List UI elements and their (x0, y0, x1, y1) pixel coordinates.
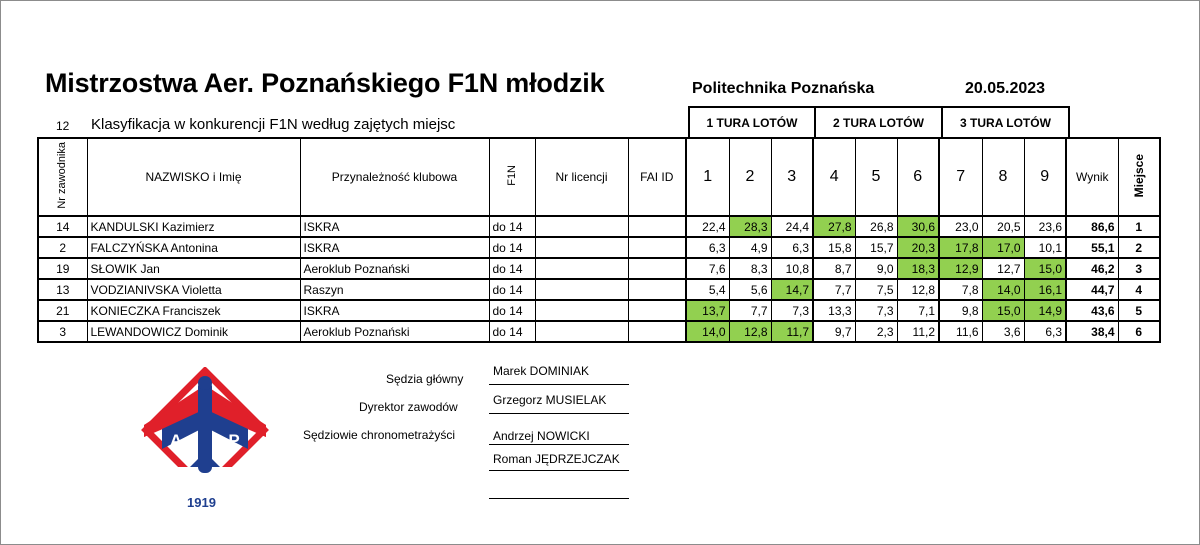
cell-flight-2: 12,8 (729, 321, 771, 342)
official-name-timekeeper-1: Andrzej NOWICKI (493, 429, 590, 443)
cell-flight-5: 7,5 (855, 279, 897, 300)
cell-flight-3: 11,7 (771, 321, 813, 342)
cell-result: 43,6 (1066, 300, 1118, 321)
cell-club: ISKRA (300, 300, 489, 321)
cell-place: 2 (1118, 237, 1160, 258)
official-name-chief-judge: Marek DOMINIAK (493, 364, 590, 378)
cell-category: do 14 (489, 279, 535, 300)
header-flight-1: 1 (686, 138, 729, 216)
cell-club: ISKRA (300, 237, 489, 258)
cell-flight-3: 24,4 (771, 216, 813, 237)
signature-line (489, 413, 629, 414)
cell-flight-5: 7,3 (855, 300, 897, 321)
header-license: Nr licencji (535, 138, 628, 216)
header-flight-5: 5 (855, 138, 897, 216)
results-table (37, 137, 1161, 343)
cell-flight-8: 12,7 (982, 258, 1024, 279)
cell-fai (628, 321, 686, 342)
cell-place: 5 (1118, 300, 1160, 321)
official-role-director: Dyrektor zawodów (359, 400, 458, 414)
cell-flight-7: 17,8 (939, 237, 982, 258)
header-name: NAZWISKO i Imię (87, 138, 300, 216)
cell-result: 86,6 (1066, 216, 1118, 237)
signature-line (489, 384, 629, 385)
cell-flight-3: 14,7 (771, 279, 813, 300)
cell-flight-7: 23,0 (939, 216, 982, 237)
cell-flight-6: 18,3 (897, 258, 939, 279)
cell-flight-7: 7,8 (939, 279, 982, 300)
cell-license (535, 237, 628, 258)
cell-result: 55,1 (1066, 237, 1118, 258)
cell-place: 3 (1118, 258, 1160, 279)
cell-flight-9: 15,0 (1024, 258, 1066, 279)
cell-flight-1: 5,4 (686, 279, 729, 300)
cell-flight-8: 15,0 (982, 300, 1024, 321)
round-1-header: 1 TURA LOTÓW (688, 106, 816, 138)
cell-flight-9: 14,9 (1024, 300, 1066, 321)
cell-place: 4 (1118, 279, 1160, 300)
header-flight-2: 2 (729, 138, 771, 216)
cell-flight-2: 8,3 (729, 258, 771, 279)
cell-category: do 14 (489, 300, 535, 321)
cell-result: 44,7 (1066, 279, 1118, 300)
cell-flight-2: 5,6 (729, 279, 771, 300)
logo-year: 1919 (187, 495, 216, 510)
cell-flight-2: 4,9 (729, 237, 771, 258)
cell-fai (628, 279, 686, 300)
cell-result: 38,4 (1066, 321, 1118, 342)
cell-nr: 14 (38, 216, 87, 237)
cell-fai (628, 216, 686, 237)
cell-flight-7: 12,9 (939, 258, 982, 279)
cell-flight-4: 27,8 (813, 216, 855, 237)
cell-category: do 14 (489, 237, 535, 258)
cell-nr: 3 (38, 321, 87, 342)
cell-flight-5: 15,7 (855, 237, 897, 258)
table-row (38, 279, 1160, 300)
round-2-header: 2 TURA LOTÓW (814, 106, 943, 138)
cell-club: Aeroklub Poznański (300, 321, 489, 342)
cell-flight-9: 6,3 (1024, 321, 1066, 342)
cell-flight-3: 7,3 (771, 300, 813, 321)
cell-category: do 14 (489, 321, 535, 342)
logo-letter-p: P (228, 431, 240, 450)
cell-flight-9: 10,1 (1024, 237, 1066, 258)
official-name-timekeeper-2: Roman JĘDRZEJCZAK (493, 452, 620, 466)
cell-nr: 13 (38, 279, 87, 300)
official-role-chief-judge: Sędzia główny (386, 372, 464, 386)
header-category: F1N (489, 138, 535, 216)
logo-letter-a: A (169, 431, 183, 450)
signature-line (489, 470, 629, 471)
competition-date: 20.05.2023 (965, 80, 1046, 97)
cell-nr: 19 (38, 258, 87, 279)
cell-flight-3: 6,3 (771, 237, 813, 258)
cell-license (535, 321, 628, 342)
cell-flight-4: 7,7 (813, 279, 855, 300)
header-flight-3: 3 (771, 138, 813, 216)
cell-flight-6: 20,3 (897, 237, 939, 258)
official-name-director: Grzegorz MUSIELAK (493, 393, 607, 407)
competition-title: Mistrzostwa Aer. Poznańskiego F1N młodzik (45, 68, 605, 98)
cell-flight-1: 14,0 (686, 321, 729, 342)
cell-nr: 21 (38, 300, 87, 321)
cell-name: VODZIANIVSKA Violetta (87, 279, 300, 300)
cell-flight-5: 2,3 (855, 321, 897, 342)
aeroklub-logo (140, 367, 270, 482)
cell-flight-8: 17,0 (982, 237, 1024, 258)
round-3-header: 3 TURA LOTÓW (941, 106, 1070, 138)
table-row (38, 258, 1160, 279)
cell-club: Raszyn (300, 279, 489, 300)
header-flight-9: 9 (1024, 138, 1066, 216)
header-flight-8: 8 (982, 138, 1024, 216)
cell-name: SŁOWIK Jan (87, 258, 300, 279)
header-club: Przynależność klubowa (300, 138, 489, 216)
cell-flight-1: 13,7 (686, 300, 729, 321)
cell-flight-5: 9,0 (855, 258, 897, 279)
header-flight-4: 4 (813, 138, 855, 216)
cell-name: FALCZYŃSKA Antonina (87, 237, 300, 258)
cell-flight-4: 8,7 (813, 258, 855, 279)
cell-name: KANDULSKI Kazimierz (87, 216, 300, 237)
cell-flight-8: 20,5 (982, 216, 1024, 237)
organizer: Politechnika Poznańska (692, 80, 875, 97)
cell-flight-8: 3,6 (982, 321, 1024, 342)
signature-line (489, 498, 629, 499)
header-flight-7: 7 (939, 138, 982, 216)
cell-fai (628, 258, 686, 279)
cell-flight-6: 7,1 (897, 300, 939, 321)
cell-flight-4: 15,8 (813, 237, 855, 258)
header-place: Miejsce (1118, 138, 1160, 216)
table-row (38, 300, 1160, 321)
header-flight-6: 6 (897, 138, 939, 216)
cell-flight-8: 14,0 (982, 279, 1024, 300)
cell-flight-6: 12,8 (897, 279, 939, 300)
cell-flight-1: 22,4 (686, 216, 729, 237)
cell-license (535, 216, 628, 237)
cell-place: 1 (1118, 216, 1160, 237)
cell-flight-5: 26,8 (855, 216, 897, 237)
header-nr: Nr zawodnika (38, 138, 87, 216)
cell-flight-4: 13,3 (813, 300, 855, 321)
classification-text: Klasyfikacja w konkurencji F1N według zajętych miejsc (91, 116, 456, 133)
cell-category: do 14 (489, 216, 535, 237)
cell-fai (628, 237, 686, 258)
header-result: Wynik (1066, 138, 1118, 216)
cell-license (535, 258, 628, 279)
cell-flight-9: 16,1 (1024, 279, 1066, 300)
cell-club: ISKRA (300, 216, 489, 237)
cell-license (535, 300, 628, 321)
cell-fai (628, 300, 686, 321)
cell-flight-1: 6,3 (686, 237, 729, 258)
cell-flight-3: 10,8 (771, 258, 813, 279)
cell-flight-2: 7,7 (729, 300, 771, 321)
header-fai: FAI ID (628, 138, 686, 216)
cell-flight-6: 30,6 (897, 216, 939, 237)
table-row (38, 237, 1160, 258)
cell-flight-4: 9,7 (813, 321, 855, 342)
table-header-row (38, 138, 1160, 216)
cell-flight-7: 11,6 (939, 321, 982, 342)
cell-flight-2: 28,3 (729, 216, 771, 237)
cell-flight-1: 7,6 (686, 258, 729, 279)
cell-category: do 14 (489, 258, 535, 279)
cell-result: 46,2 (1066, 258, 1118, 279)
cell-flight-7: 9,8 (939, 300, 982, 321)
table-row (38, 216, 1160, 237)
cell-name: KONIECZKA Franciszek (87, 300, 300, 321)
cell-place: 6 (1118, 321, 1160, 342)
official-role-timekeepers: Sędziowie chronometrażyści (303, 428, 456, 442)
signature-line (489, 444, 629, 445)
cell-flight-6: 11,2 (897, 321, 939, 342)
cell-club: Aeroklub Poznański (300, 258, 489, 279)
cell-license (535, 279, 628, 300)
cell-name: LEWANDOWICZ Dominik (87, 321, 300, 342)
cell-flight-9: 23,6 (1024, 216, 1066, 237)
table-row (38, 321, 1160, 342)
classification-number: 12 (56, 119, 70, 133)
cell-nr: 2 (38, 237, 87, 258)
